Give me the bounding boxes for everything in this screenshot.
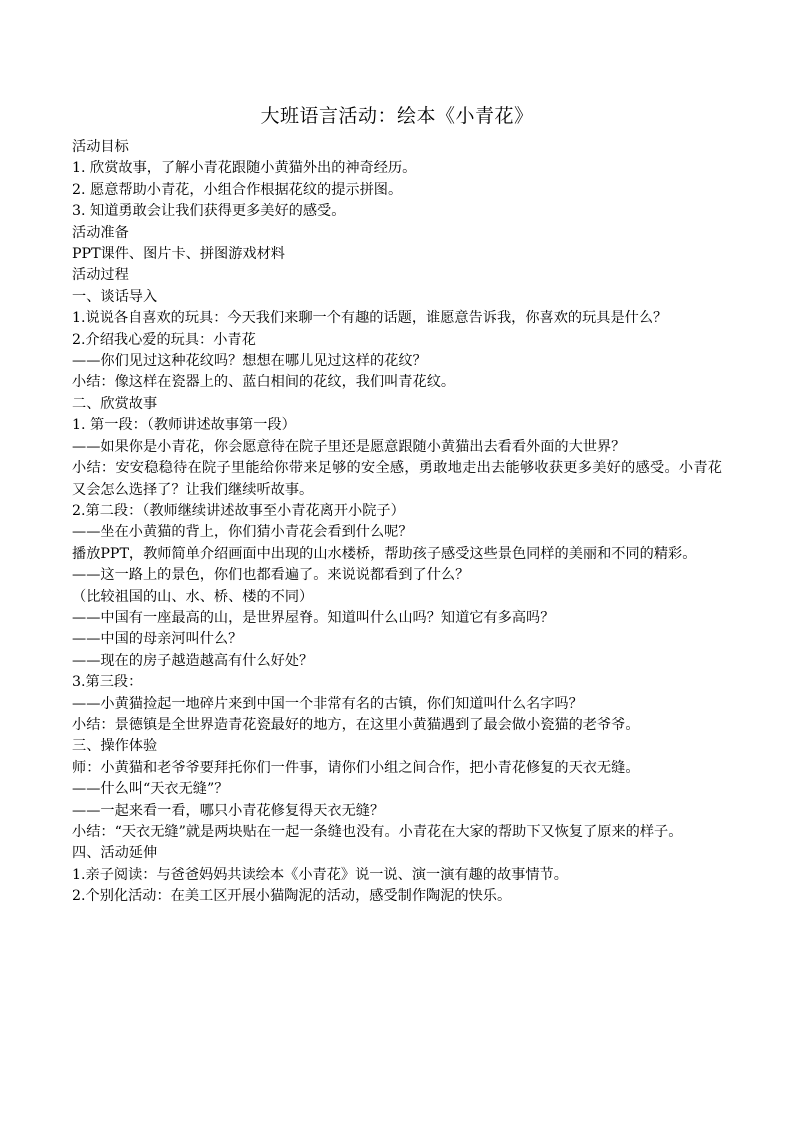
summary-pattern: 小结：像这样在瓷器上的、蓝白相间的花纹，我们叫青花纹。 [72, 374, 456, 391]
goal-item-3: 3. 知道勇敢会让我们获得更多美好的感受。 [72, 203, 346, 220]
part-heading-extension: 四、活动延伸 [72, 845, 158, 862]
summary-courage: 小结：安安稳稳待在院子里能给你带来足够的安全感，勇敢地走出去能够收获更多美好的感受。小青花又会怎么选择了？让我们继续听故事。 [72, 460, 722, 498]
section-heading-goals: 活动目标 [72, 139, 129, 155]
paragraph-intro-1: 1.说说各自喜欢的玩具：今天我们来聊一个有趣的话题，谁愿意告诉我，你喜欢的玩具是什么？ [72, 310, 668, 327]
paragraph-intro-2: 2.介绍我心爱的玩具：小青花 [72, 331, 256, 348]
question-which: ——一起来看一看，哪只小青花修复得天衣无缝？ [72, 802, 385, 819]
summary-seamless: 小结：“天衣无缝”就是两块贴在一起一条缝也没有。小青花在大家的帮助下又恢复了原来的样子。 [72, 824, 683, 840]
extension-item-2: 2.个别化活动：在美工区开展小猫陶泥的活动，感受制作陶泥的快乐。 [72, 888, 512, 905]
question-houses: ——现在的房子越造越高有什么好处？ [72, 652, 314, 669]
section-heading-preparation: 活动准备 [72, 224, 129, 241]
section-heading-process: 活动过程 [72, 267, 129, 284]
part-heading-intro: 一、谈话导入 [72, 288, 158, 305]
extension-item-1: 1.亲子阅读：与爸爸妈妈共读绘本《小青花》说一说、演一演有趣的故事情节。 [72, 866, 568, 883]
question-town: ——小黄猫捡起一地碎片来到中国一个非常有名的古镇，你们知道叫什么名字吗？ [72, 695, 583, 712]
story-segment-3: 3.第三段： [72, 674, 143, 691]
question-river: ——中国的母亲河叫什么？ [72, 631, 243, 648]
question-pattern: ——你们见过这种花纹吗？想想在哪儿见过这样的花纹？ [72, 353, 427, 370]
question-guess: ——坐在小黄猫的背上，你们猜小青花会看到什么呢？ [72, 524, 413, 541]
story-segment-2: 2.第二段：（教师继续讲述故事至小青花离开小院子） [72, 502, 405, 519]
paragraph-ppt: 播放PPT，教师简单介绍画面中出现的山水楼桥，帮助孩子感受这些景色同样的美丽和不同的精彩。 [72, 545, 697, 562]
question-mountain: ——中国有一座最高的山，是世界屋脊。知道叫什么山吗？知道它有多高吗？ [72, 609, 555, 626]
goal-item-1: 1. 欣赏故事，了解小青花跟随小黄猫外出的神奇经历。 [72, 160, 417, 177]
document-body [72, 137, 722, 908]
summary-jingdezhen: 小结：景德镇是全世界造青花瓷最好的地方，在这里小黄猫遇到了最会做小瓷猫的老爷爷。 [72, 716, 640, 733]
preparation-materials: PPT课件、图片卡、拼图游戏材料 [72, 246, 285, 263]
paragraph-teacher-task: 师：小黄猫和老爷爷要拜托你们一件事，请你们小组之间合作，把小青花修复的天衣无缝。 [72, 759, 640, 776]
part-heading-story: 二、欣赏故事 [72, 395, 158, 412]
story-segment-1: 1. 第一段：（教师讲述故事第一段） [72, 417, 296, 434]
note-compare: （比较祖国的山、水、桥、楼的不同） [72, 588, 314, 605]
document-title: 大班语言活动：绘本《小青花》 [260, 105, 534, 127]
question-choice: ——如果你是小青花，你会愿意待在院子里还是愿意跟随小黄猫出去看看外面的大世界？ [72, 438, 626, 455]
question-scenery: ——这一路上的景色，你们也都看遍了。来说说都看到了什么？ [72, 567, 470, 584]
part-heading-practice: 三、操作体验 [72, 738, 158, 755]
goal-item-2: 2. 愿意帮助小青花，小组合作根据花纹的提示拼图。 [72, 181, 403, 198]
question-seamless: ——什么叫“天衣无缝”？ [72, 781, 229, 798]
